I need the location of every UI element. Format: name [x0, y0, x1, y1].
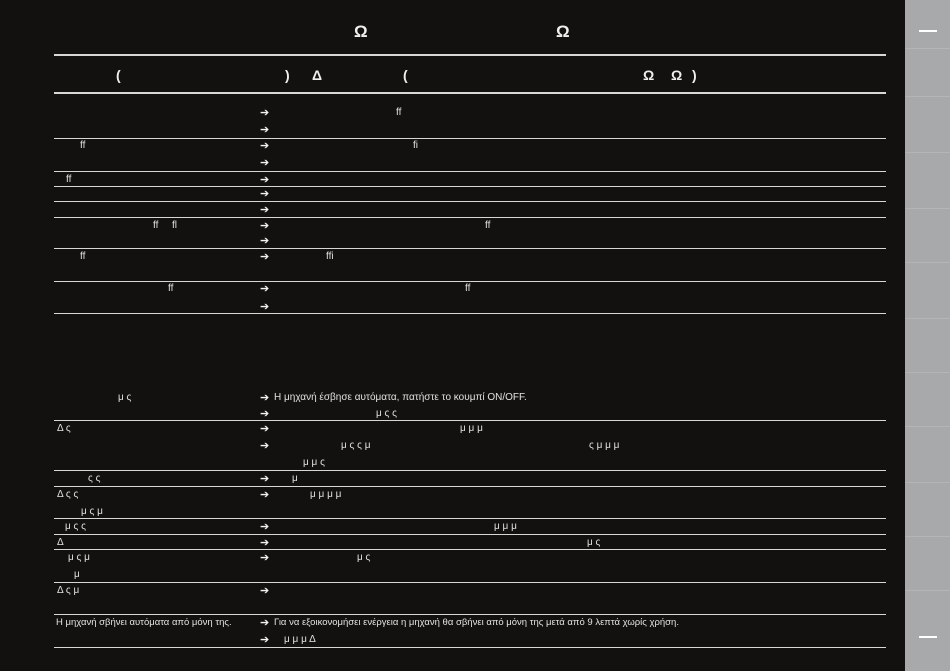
arrow-icon: ➔ [260, 220, 270, 232]
upper-r10-solution: ffi [326, 251, 334, 262]
title-omega-right: Ω [556, 22, 570, 41]
row-divider [54, 534, 886, 535]
lower-r11-solution: Για να εξοικονομήσει ενέργεια η μηχανή θα σβήνει από μόνη της μετά από 9 λεπτά χωρίς χρήση. [274, 617, 679, 628]
header-divider [54, 92, 886, 94]
row-divider [54, 647, 886, 648]
lower-r4-solution-b: ς μ μ μ [589, 440, 620, 451]
tab-divider [905, 536, 950, 537]
lower-r7-problem: μ ς ς [65, 521, 86, 532]
lower-r6-line2: μ ς μ [81, 506, 103, 517]
lower-r8-solution: μ ς [587, 537, 601, 548]
header-delta: Δ [312, 67, 323, 83]
header-paren-open: ( [116, 67, 121, 83]
arrow-icon: ➔ [260, 188, 270, 200]
row-divider [54, 470, 886, 471]
header-omega-2: Ω [671, 67, 683, 83]
page-title [54, 22, 886, 46]
tab-marker-top [919, 30, 937, 32]
tab-divider [905, 262, 950, 263]
upper-r3-solution: fi [413, 140, 418, 151]
lower-r7-solution: μ μ μ [494, 521, 517, 532]
arrow-icon: ➔ [260, 392, 270, 404]
row-divider [54, 248, 886, 249]
lower-r3-solution: μ μ μ [460, 423, 483, 434]
lower-r4-line2: μ μ ς [303, 457, 325, 468]
arrow-icon: ➔ [260, 251, 270, 263]
row-divider [54, 582, 886, 583]
lower-r6-problem: Δ ς ς [57, 489, 79, 500]
lower-r2-solution: μ ς ς [376, 408, 397, 419]
upper-r8-problem-a: ff [153, 220, 159, 231]
row-divider [54, 614, 886, 615]
tab-divider [905, 208, 950, 209]
tab-marker-bottom [919, 636, 937, 638]
arrow-icon: ➔ [260, 537, 270, 549]
arrow-icon: ➔ [260, 124, 270, 136]
arrow-icon: ➔ [260, 235, 270, 247]
arrow-icon: ➔ [260, 157, 270, 169]
arrow-icon: ➔ [260, 423, 270, 435]
tab-divider [905, 318, 950, 319]
arrow-icon: ➔ [260, 489, 270, 501]
lower-r9-solution: μ ς [357, 552, 371, 563]
header-paren-close: ) [285, 67, 290, 83]
row-divider [54, 171, 886, 172]
row-divider [54, 313, 886, 314]
lower-r12-solution: μ μ μ Δ [284, 634, 316, 645]
lower-r10-problem: Δ ς μ [57, 585, 80, 596]
row-divider [54, 549, 886, 550]
tab-divider [905, 482, 950, 483]
arrow-icon: ➔ [260, 521, 270, 533]
arrow-icon: ➔ [260, 204, 270, 216]
arrow-icon: ➔ [260, 283, 270, 295]
arrow-icon: ➔ [260, 634, 270, 646]
upper-r10-problem: ff [80, 251, 86, 262]
arrow-icon: ➔ [260, 473, 270, 485]
row-divider [54, 217, 886, 218]
page-edge-tab [905, 0, 950, 671]
row-divider [54, 186, 886, 187]
arrow-icon: ➔ [260, 617, 270, 629]
lower-r9-line2: μ [74, 569, 80, 580]
lower-r1-solution: Η μηχανή έσβησε αυτόματα, πατήστε το κουμπί ON/OFF. [274, 392, 527, 403]
upper-r11-problem: ff [168, 283, 174, 294]
tab-divider [905, 426, 950, 427]
lower-r9-problem: μ ς μ [68, 552, 90, 563]
lower-r4-solution-a: μ ς ς μ [341, 440, 371, 451]
header-paren-open-2: ( [403, 67, 408, 83]
title-omega-left: Ω [354, 22, 368, 41]
lower-r11-problem: Η μηχανή σβήνει αυτόματα από μόνη της. [56, 617, 232, 628]
lower-r5-solution: μ [292, 473, 298, 484]
row-divider [54, 281, 886, 282]
tab-divider [905, 372, 950, 373]
upper-r3-problem: ff [80, 140, 86, 151]
lower-r1-problem: μ ς [118, 392, 132, 403]
lower-r5-problem: ς ς [88, 473, 101, 484]
header-paren-close-2: ) [692, 67, 697, 83]
upper-r5-problem: ff [66, 174, 72, 185]
tab-divider [905, 48, 950, 49]
arrow-icon: ➔ [260, 140, 270, 152]
arrow-icon: ➔ [260, 552, 270, 564]
arrow-icon: ➔ [260, 107, 270, 119]
arrow-icon: ➔ [260, 408, 270, 420]
upper-r1-solution: ff [396, 107, 402, 118]
row-divider [54, 201, 886, 202]
tab-divider [905, 152, 950, 153]
upper-r8-solution: ff [485, 220, 491, 231]
title-divider [54, 54, 886, 56]
row-divider [54, 138, 886, 139]
tab-divider [905, 590, 950, 591]
lower-r3-problem: Δ ς [57, 423, 71, 434]
arrow-icon: ➔ [260, 440, 270, 452]
row-divider [54, 518, 886, 519]
row-divider [54, 486, 886, 487]
arrow-icon: ➔ [260, 301, 270, 313]
upper-r8-problem-b: fl [172, 220, 177, 231]
header-omega-1: Ω [643, 67, 655, 83]
arrow-icon: ➔ [260, 174, 270, 186]
arrow-icon: ➔ [260, 585, 270, 597]
tab-divider [905, 96, 950, 97]
table-header [54, 67, 886, 89]
row-divider [54, 420, 886, 421]
lower-r8-problem: Δ [57, 537, 64, 548]
upper-r11-solution: ff [465, 283, 471, 294]
lower-r6-solution: μ μ μ μ [310, 489, 342, 500]
